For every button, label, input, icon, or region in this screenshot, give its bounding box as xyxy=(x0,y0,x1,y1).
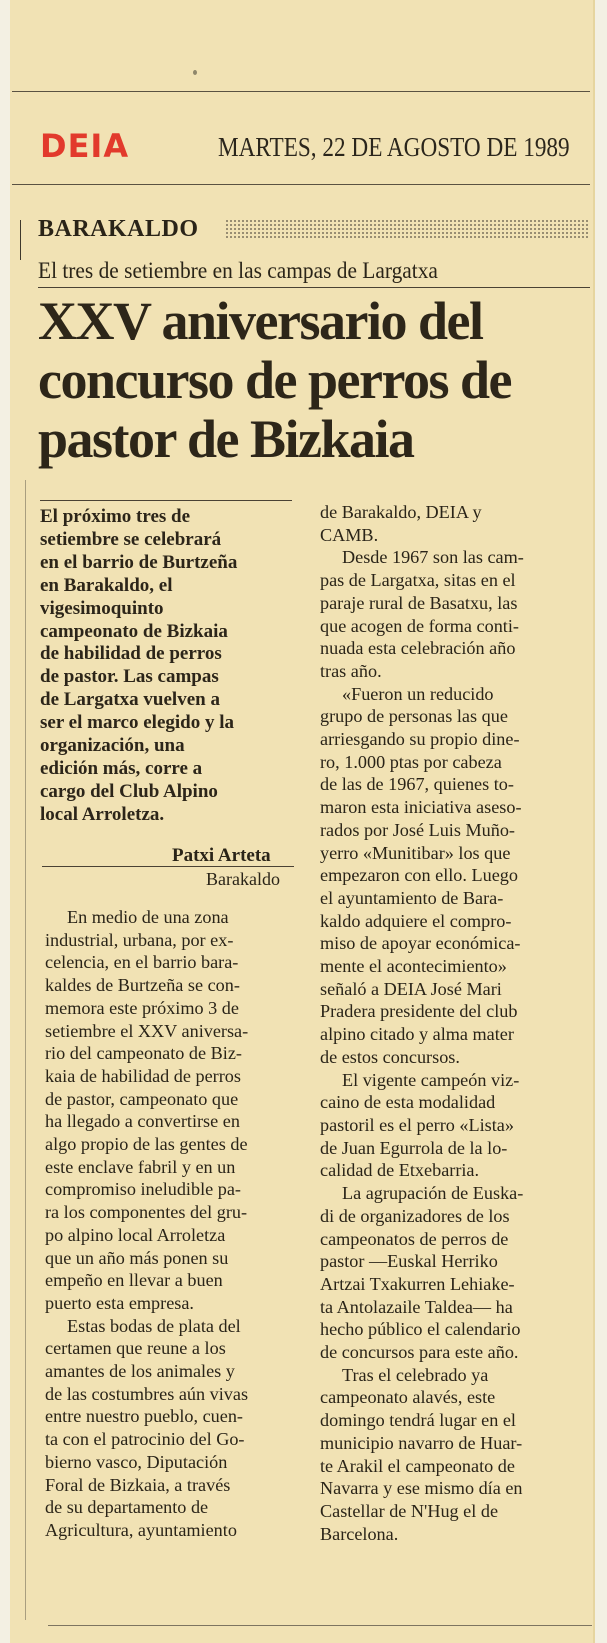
text-line: miso de apoyar económica- xyxy=(320,933,521,954)
text-line: Pradera presidente del club xyxy=(320,1001,518,1022)
kicker-rule xyxy=(38,287,590,288)
text-line: que acogen de forma conti- xyxy=(320,615,519,636)
text-line: alpino citado y alma mater xyxy=(320,1024,514,1045)
text-line: señaló a DEIA José Mari xyxy=(320,978,502,999)
text-line: local Arroletza. xyxy=(40,803,165,825)
text-line: Barcelona. xyxy=(320,1523,399,1544)
text-line: Agricultura, ayuntamiento xyxy=(45,1519,237,1540)
section-dot-screen xyxy=(225,219,590,240)
text-line: de concursos para este año. xyxy=(320,1342,519,1363)
text-line: maron esta iniciativa aseso- xyxy=(320,797,522,818)
text-line: organización, una xyxy=(40,735,185,757)
text-line: puerto esta empresa. xyxy=(45,1292,194,1313)
text-line: de Barakaldo, DEIA y xyxy=(320,502,482,522)
text-line: ha llegado a convertirse en xyxy=(45,1111,240,1132)
text-line: La agrupación de Euska- xyxy=(342,1183,524,1204)
byline-place: Barakaldo xyxy=(206,869,280,889)
text-line: de Largatxa vuelven a xyxy=(40,689,220,711)
text-line: cargo del Club Alpino xyxy=(40,780,218,802)
text-line: Artzai Txakurren Lehiake- xyxy=(320,1273,515,1294)
text-line: ta con el patrocinio del Go- xyxy=(45,1429,245,1450)
text-line: este enclave fabril y en un xyxy=(45,1156,236,1177)
text-line: di de organizadores de los xyxy=(320,1205,510,1226)
text-line: memora este próximo 3 de xyxy=(45,997,239,1018)
ink-mark xyxy=(193,70,197,75)
section-marker xyxy=(20,220,21,260)
text-line: que un año más ponen su xyxy=(45,1247,229,1268)
text-line: campeonatos de perros de xyxy=(320,1228,509,1249)
text-line: de su departamento de xyxy=(45,1497,209,1518)
text-line: Navarra y ese mismo día en xyxy=(320,1478,523,1499)
text-line: de habilidad de perros xyxy=(40,643,222,665)
text-line: setiembre se celebrará xyxy=(40,528,222,550)
text-line: algo propio de las gentes de xyxy=(45,1134,248,1155)
text-line: setiembre el XXV aniversa- xyxy=(45,1020,249,1041)
text-line: de las de 1967, quienes to- xyxy=(320,774,514,795)
body-column-left xyxy=(45,906,305,1542)
text-line: campeonato de Bizkaia xyxy=(40,620,228,642)
text-line: certamen que reune a los xyxy=(45,1338,226,1359)
kicker: El tres de setiembre en las campas de Largatxa xyxy=(38,258,438,283)
lead-rule xyxy=(40,500,292,501)
text-line: grupo de personas las que xyxy=(320,706,508,727)
section-label: BARAKALDO xyxy=(38,216,199,242)
text-line: celencia, en el barrio bara- xyxy=(45,952,239,973)
text-line: en el barrio de Burtzeña xyxy=(40,551,238,573)
text-line: Castellar de N'Hug el de xyxy=(320,1500,499,1521)
text-line: empezaron con ello. Luego xyxy=(320,865,518,886)
text-line: «Fueron un reducido xyxy=(342,683,494,704)
text-line: vigesimoquinto xyxy=(40,597,164,619)
text-line: bierno vasco, Diputación xyxy=(45,1451,228,1472)
text-line: yerro «Munitibar» los que xyxy=(320,842,511,863)
text-line: tras año. xyxy=(320,660,382,681)
text-line: Tras el celebrado ya xyxy=(342,1364,489,1385)
text-line: pas de Largatxa, sitas en el xyxy=(320,570,516,591)
text-line: amantes de los animales y xyxy=(45,1361,235,1382)
masthead-rule xyxy=(12,184,590,185)
text-line: kaldo adquiere el compro- xyxy=(320,910,512,931)
byline-author: Patxi Arteta xyxy=(172,845,271,866)
text-line: de pastor, campeonato que xyxy=(45,1088,239,1109)
headline-line: concurso de perros de xyxy=(38,350,511,410)
text-line: municipio navarro de Huar- xyxy=(320,1432,523,1453)
text-line: El vigente campeón viz- xyxy=(342,1069,520,1090)
text-line: pastoril es el perro «Lista» xyxy=(320,1114,514,1135)
text-line: CAMB. xyxy=(320,524,379,545)
headline-line: pastor de Bizkaia xyxy=(38,409,414,469)
column-margin-line xyxy=(25,480,26,1620)
text-line: ra los componentes del gru- xyxy=(45,1202,248,1223)
text-line: rados por José Luis Muño- xyxy=(320,819,515,840)
text-line: ta Antolazaile Taldea— ha xyxy=(320,1296,513,1317)
text-line: de las costumbres aún vivas xyxy=(45,1383,249,1404)
text-line: te Arakil el campeonato de xyxy=(320,1455,515,1476)
text-line: industrial, urbana, por ex- xyxy=(45,929,234,950)
bottom-rule xyxy=(48,1625,592,1626)
text-line: hecho público el calendario xyxy=(320,1319,521,1340)
top-rule xyxy=(12,91,590,92)
text-line: ro, 1.000 ptas por cabeza xyxy=(320,751,502,772)
text-line: en Barakaldo, el xyxy=(40,574,173,596)
text-line: arriesgando su propio dine- xyxy=(320,729,520,750)
text-line: kaldes de Burtzeña se con- xyxy=(45,975,240,996)
text-line: entre nuestro pueblo, cuen- xyxy=(45,1406,243,1427)
text-line: de pastor. Las campas xyxy=(40,666,219,688)
newspaper-logo: DEIA xyxy=(40,127,130,165)
text-line: Foral de Bizkaia, a través xyxy=(45,1474,231,1495)
text-line: mente el acontecimiento» xyxy=(320,956,507,977)
text-line: campeonato alavés, este xyxy=(320,1387,496,1408)
text-line: de estos concursos. xyxy=(320,1046,460,1067)
text-line: pastor —Euskal Herriko xyxy=(320,1251,498,1272)
text-line: empeño en llevar a buen xyxy=(45,1270,223,1291)
text-line: El próximo tres de xyxy=(40,506,191,527)
text-line: el ayuntamiento de Bara- xyxy=(320,887,504,908)
text-line: paraje rural de Basatxu, las xyxy=(320,592,518,613)
text-line: Estas bodas de plata del xyxy=(67,1315,241,1336)
text-line: po alpino local Arroletza xyxy=(45,1224,226,1245)
byline-rule xyxy=(42,866,294,867)
text-line: calidad de Etxebarria. xyxy=(320,1160,480,1181)
lead-paragraph xyxy=(40,506,302,827)
text-line: edición más, corre a xyxy=(40,757,203,779)
text-line: rio del campeonato de Biz- xyxy=(45,1043,242,1064)
text-line: caino de esta modalidad xyxy=(320,1092,496,1113)
text-line: kaia de habilidad de perros xyxy=(45,1065,241,1086)
text-line: de Juan Egurrola de la lo- xyxy=(320,1137,508,1158)
publication-date: MARTES, 22 DE AGOSTO DE 1989 xyxy=(218,132,570,162)
text-line: domingo tendrá lugar en el xyxy=(320,1410,516,1431)
body-column-right xyxy=(320,501,588,1545)
text-line: nuada esta celebración año xyxy=(320,638,516,659)
text-line: ser el marco elegido y la xyxy=(40,712,234,734)
headline-line: XXV aniversario del xyxy=(38,291,483,351)
headline xyxy=(38,292,598,469)
text-line: Desde 1967 son las cam- xyxy=(342,547,524,568)
text-line: En medio de una zona xyxy=(67,907,229,927)
text-line: compromiso ineludible pa- xyxy=(45,1179,241,1200)
